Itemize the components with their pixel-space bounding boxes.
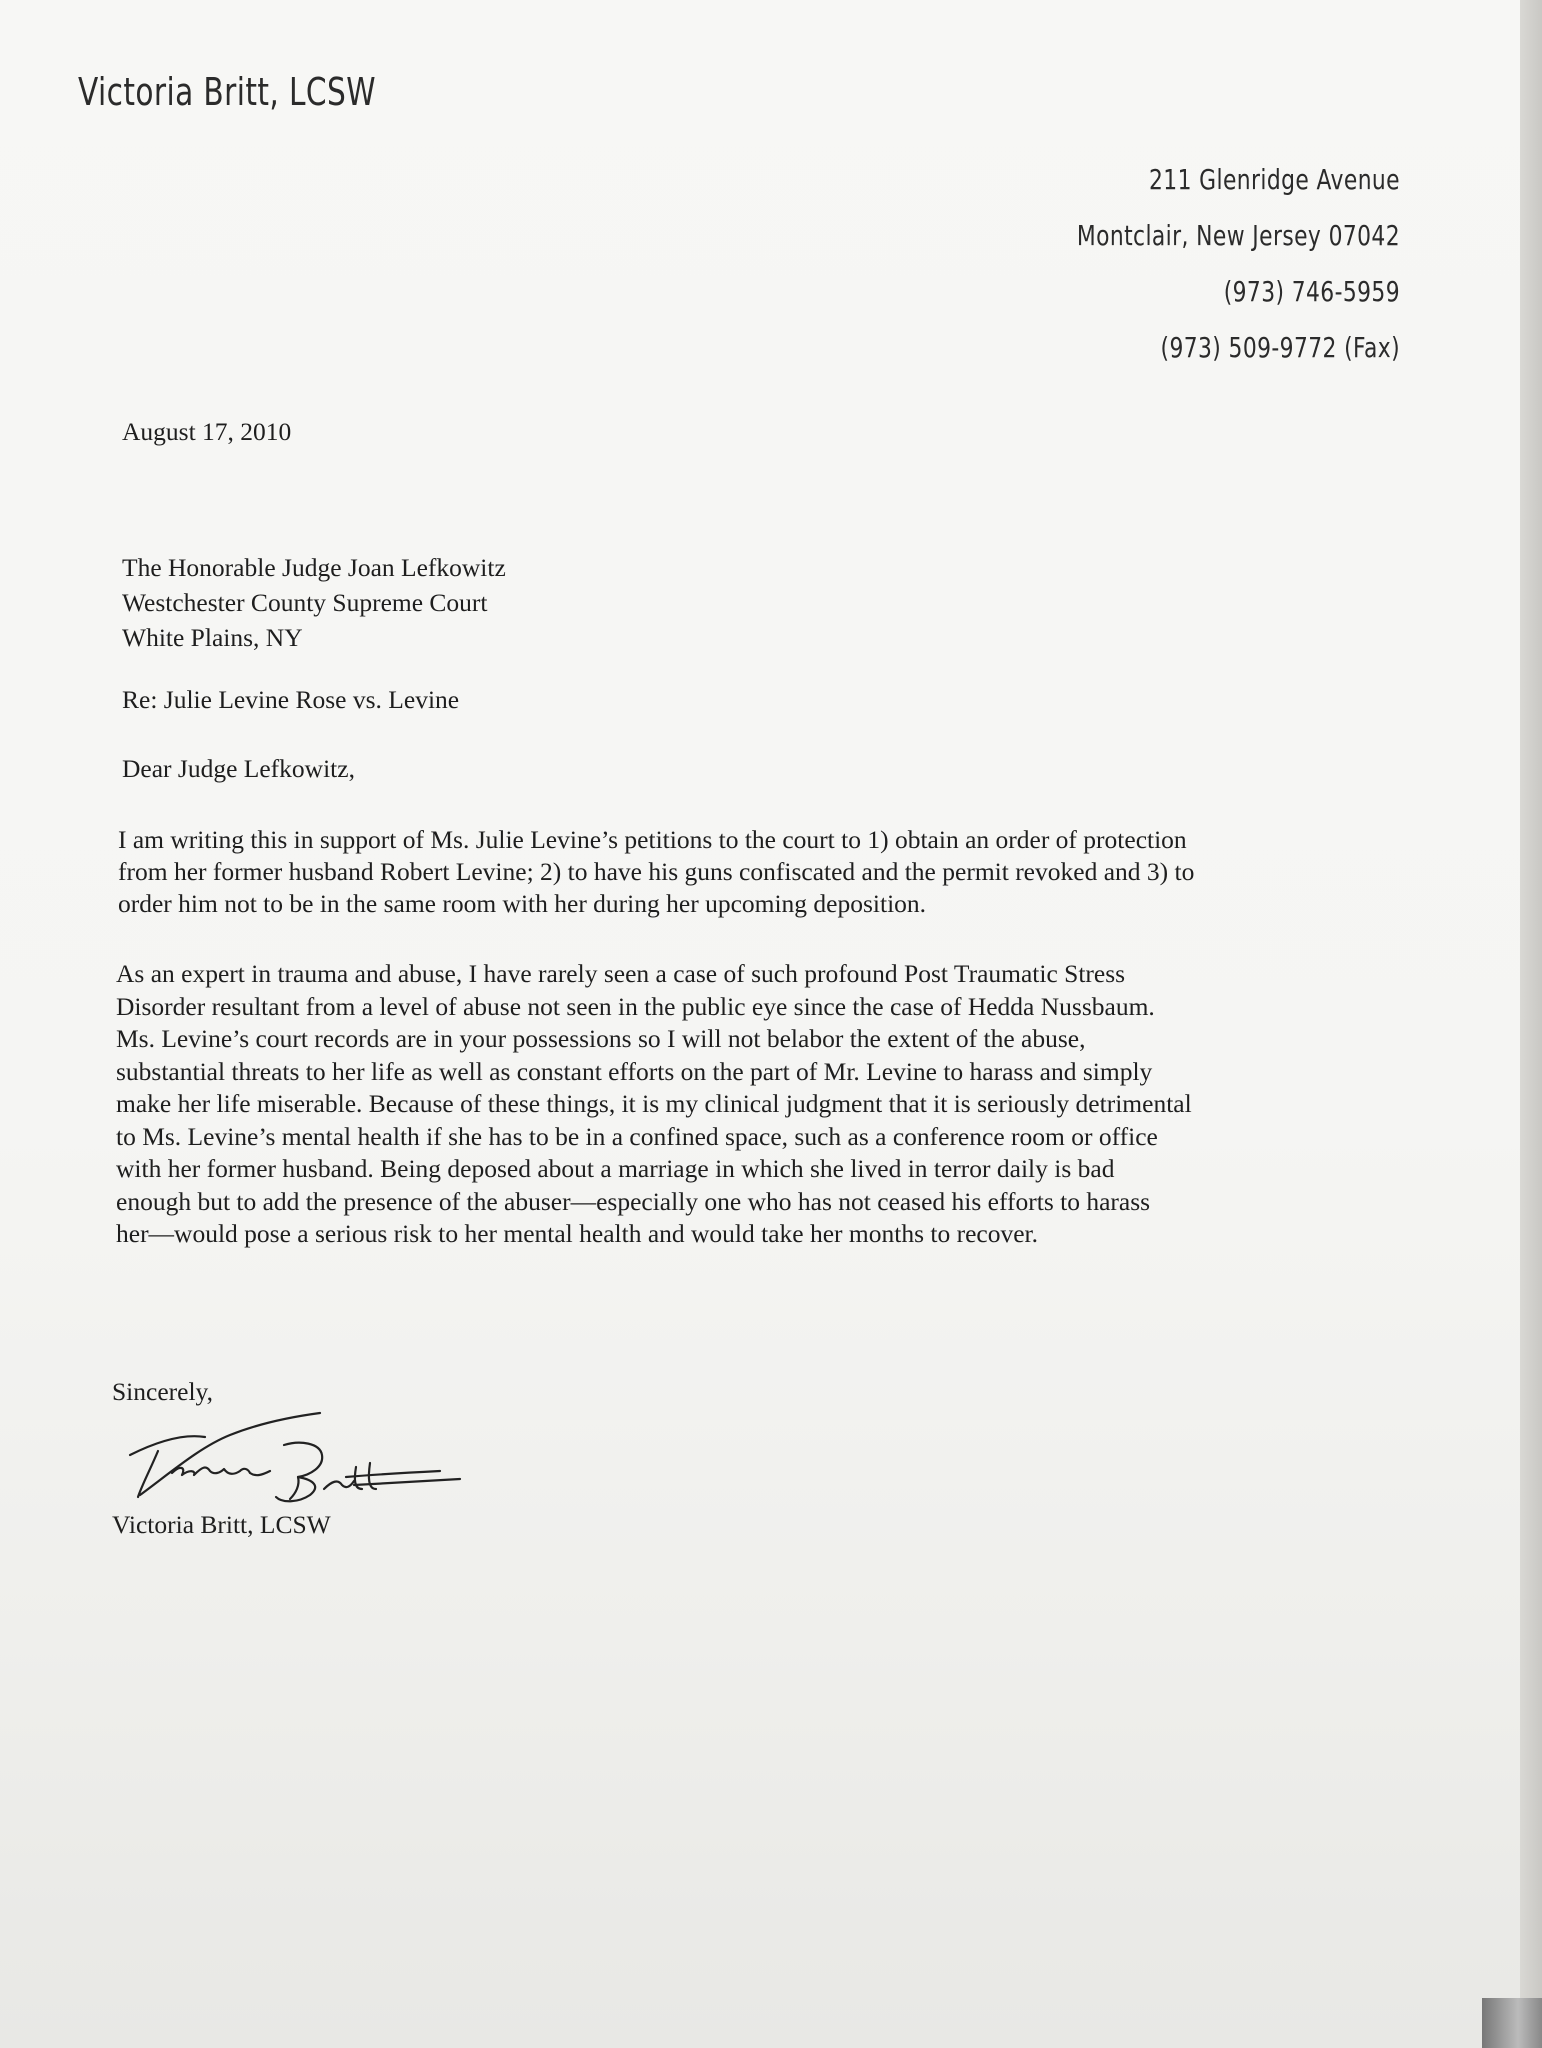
recipient-line: Westchester County Supreme Court <box>122 588 488 617</box>
background-corner <box>1482 1998 1542 2048</box>
paragraph-line: enough but to add the presence of the abuser—especially one who has not ceased his efforts to harass <box>116 1186 1151 1216</box>
paragraph-line: Disorder resultant from a level of abuse not seen in the public eye since the case of Hedda Nussbaum. <box>116 991 1155 1021</box>
recipient-line: The Honorable Judge Joan Lefkowitz <box>122 553 506 582</box>
address-city: Montclair, New Jersey 07042 <box>1076 219 1400 252</box>
paragraph-line: As an expert in trauma and abuse, I have rarely seen a case of such profound Post Traumatic Stress <box>116 959 1126 988</box>
letterhead-name: Victoria Britt, LCSW <box>78 70 376 114</box>
recipient-block <box>122 550 506 655</box>
address-phone: (973) 746-5959 <box>1223 275 1400 308</box>
recipient-line: White Plains, NY <box>122 623 303 652</box>
closing: Sincerely, <box>112 1377 214 1406</box>
salutation: Dear Judge Lefkowitz, <box>122 754 355 783</box>
paragraph-line: Ms. Levine’s court records are in your possessions so I will not belabor the extent of the abuse, <box>116 1024 1086 1053</box>
handwritten-signature <box>110 1385 510 1515</box>
signer-name: Victoria Britt, LCSW <box>112 1510 331 1539</box>
address-fax: (973) 509-9772 (Fax) <box>1160 331 1400 364</box>
address-street: 211 Glenridge Avenue <box>1148 163 1400 196</box>
paragraph-line: make her life miserable. Because of these things, it is my clinical judgment that it is seriously detrimental <box>116 1089 1192 1118</box>
paragraph-line: order him not to be in the same room with her during her upcoming deposition. <box>118 889 927 918</box>
paragraph-1 <box>118 824 1194 920</box>
re-line: Re: Julie Levine Rose vs. Levine <box>122 685 460 714</box>
paragraph-line: her—would pose a serious risk to her mental health and would take her months to recover. <box>116 1219 1039 1248</box>
page-edge <box>1520 0 1542 2048</box>
paragraph-line: I am writing this in support of Ms. Julie Levine’s petitions to the court to 1) obtain an order of protection <box>118 825 1187 854</box>
paragraph-2 <box>116 958 1192 1251</box>
paragraph-line: to Ms. Levine’s mental health if she has to be in a confined space, such as a conference room or office <box>116 1121 1158 1151</box>
paragraph-line: from her former husband Robert Levine; 2) to have his guns confiscated and the permit revoked and 3) to <box>118 857 1195 886</box>
paragraph-line: substantial threats to her life as well as constant efforts on the part of Mr. Levine to harass and simply <box>116 1056 1153 1086</box>
letterhead-address <box>900 152 1400 376</box>
letter-date: August 17, 2010 <box>122 417 292 446</box>
paragraph-line: with her former husband. Being deposed about a marriage in which she lived in terror daily is bad <box>116 1154 1115 1183</box>
